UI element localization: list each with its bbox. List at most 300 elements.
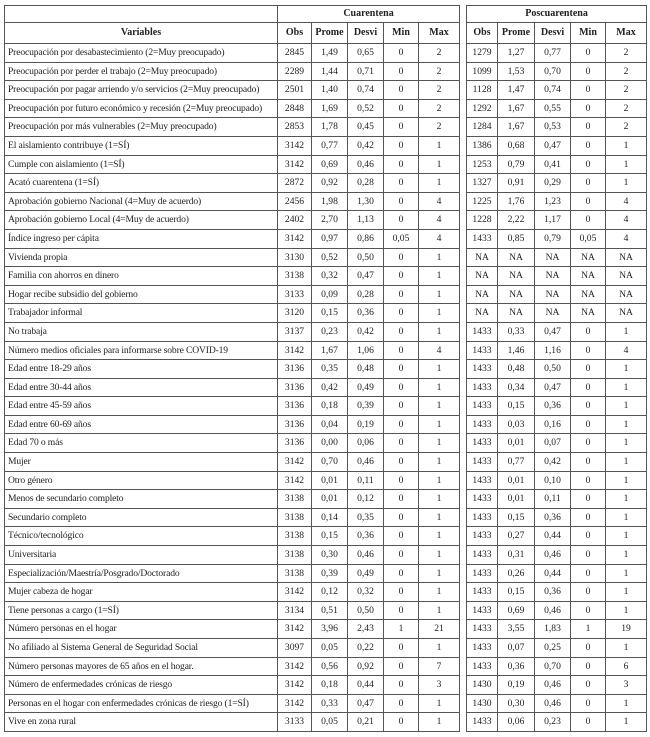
column-header-max: Max <box>419 23 460 44</box>
poscuarentena-max-cell: 1 <box>606 508 647 527</box>
cuarentena-obs-cell: 3120 <box>278 304 312 323</box>
cuarentena-obs-cell: 3142 <box>278 155 312 174</box>
poscuarentena-desvi-cell: 0,10 <box>535 471 571 490</box>
poscuarentena-max-cell: 1 <box>606 136 647 155</box>
cuarentena-obs-cell: 3142 <box>278 694 312 713</box>
variable-cell: Especialización/Maestría/Posgrado/Doctorado <box>5 564 278 583</box>
cuarentena-desvi-cell: 1,06 <box>348 341 384 360</box>
poscuarentena-desvi-cell: 0,07 <box>535 434 571 453</box>
cuarentena-prome-cell: 0,09 <box>312 285 348 304</box>
cuarentena-desvi-cell: 0,74 <box>348 81 384 100</box>
cuarentena-prome-cell: 0,05 <box>312 639 348 658</box>
poscuarentena-prome-cell: 0,68 <box>498 136 535 155</box>
cuarentena-min-cell: 0 <box>384 694 419 713</box>
poscuarentena-obs-cell: 1284 <box>467 118 498 137</box>
poscuarentena-desvi-cell: 0,36 <box>535 508 571 527</box>
cuarentena-min-cell: 0 <box>384 285 419 304</box>
table-row <box>467 471 647 490</box>
variable-cell: Número de enfermedades crónicas de riesgo <box>5 676 278 695</box>
poscuarentena-prome-cell: 0,27 <box>498 527 535 546</box>
table-row <box>5 694 460 713</box>
cuarentena-max-cell: 1 <box>419 453 460 472</box>
table-row <box>5 397 460 416</box>
poscuarentena-obs-cell: 1433 <box>467 453 498 472</box>
poscuarentena-max-cell: 1 <box>606 397 647 416</box>
poscuarentena-min-cell: NA <box>571 248 606 267</box>
poscuarentena-prome-cell: 0,15 <box>498 508 535 527</box>
poscuarentena-min-cell: 0 <box>571 713 606 732</box>
poscuarentena-obs-cell: 1433 <box>467 341 498 360</box>
column-header-obs: Obs <box>278 23 312 44</box>
poscuarentena-max-cell: NA <box>606 248 647 267</box>
cuarentena-table <box>4 5 460 732</box>
variable-cell: Cumple con aislamiento (1=SÍ) <box>5 155 278 174</box>
variable-cell: Trabajador informal <box>5 304 278 323</box>
cuarentena-min-cell: 0 <box>384 508 419 527</box>
poscuarentena-min-cell: 0 <box>571 44 606 63</box>
poscuarentena-min-cell: 0 <box>571 434 606 453</box>
cuarentena-max-cell: 1 <box>419 322 460 341</box>
poscuarentena-max-cell: 4 <box>606 229 647 248</box>
cuarentena-desvi-cell: 0,86 <box>348 229 384 248</box>
cuarentena-desvi-cell: 0,52 <box>348 99 384 118</box>
cuarentena-min-cell: 0 <box>384 378 419 397</box>
poscuarentena-desvi-cell: 0,46 <box>535 694 571 713</box>
table-row <box>467 713 647 732</box>
cuarentena-obs-cell: 3142 <box>278 583 312 602</box>
table-row <box>467 694 647 713</box>
poscuarentena-max-cell: 1 <box>606 527 647 546</box>
table-row <box>467 229 647 248</box>
poscuarentena-min-cell: NA <box>571 285 606 304</box>
poscuarentena-prome-cell: 0,69 <box>498 601 535 620</box>
cuarentena-min-cell: 0 <box>384 304 419 323</box>
poscuarentena-min-cell: 0 <box>571 564 606 583</box>
poscuarentena-prome-cell: 0,15 <box>498 583 535 602</box>
poscuarentena-desvi-cell: 0,36 <box>535 583 571 602</box>
poscuarentena-prome-cell: 0,01 <box>498 434 535 453</box>
cuarentena-obs-cell: 3142 <box>278 676 312 695</box>
poscuarentena-min-cell: 0 <box>571 322 606 341</box>
poscuarentena-prome-cell: NA <box>498 267 535 286</box>
cuarentena-prome-cell: 0,69 <box>312 155 348 174</box>
poscuarentena-max-cell: 2 <box>606 62 647 81</box>
poscuarentena-desvi-cell: 0,23 <box>535 713 571 732</box>
poscuarentena-prome-cell: 0,77 <box>498 453 535 472</box>
poscuarentena-min-cell: 0 <box>571 694 606 713</box>
table-row <box>467 81 647 100</box>
variable-cell: Secundario completo <box>5 508 278 527</box>
variable-cell: Número personas mayores de 65 años en el hogar. <box>5 657 278 676</box>
cuarentena-prome-cell: 0,01 <box>312 471 348 490</box>
table-row <box>5 360 460 379</box>
poscuarentena-min-cell: 0 <box>571 546 606 565</box>
poscuarentena-prome-cell: 1,76 <box>498 192 535 211</box>
cuarentena-min-cell: 0 <box>384 192 419 211</box>
poscuarentena-max-cell: 3 <box>606 676 647 695</box>
cuarentena-obs-cell: 3136 <box>278 415 312 434</box>
cuarentena-desvi-cell: 0,49 <box>348 564 384 583</box>
cuarentena-desvi-cell: 0,71 <box>348 62 384 81</box>
poscuarentena-max-cell: 1 <box>606 601 647 620</box>
table-row <box>467 285 647 304</box>
poscuarentena-obs-cell: 1430 <box>467 694 498 713</box>
table-row <box>467 378 647 397</box>
poscuarentena-obs-cell: 1433 <box>467 527 498 546</box>
cuarentena-max-cell: 1 <box>419 564 460 583</box>
poscuarentena-desvi-cell: 0,50 <box>535 360 571 379</box>
variable-cell: Preocupación por pagar arriendo y/o servicios (2=Muy preocupado) <box>5 81 278 100</box>
table-row <box>5 99 460 118</box>
poscuarentena-max-cell: 1 <box>606 378 647 397</box>
poscuarentena-obs-cell: 1433 <box>467 434 498 453</box>
poscuarentena-min-cell: 0 <box>571 192 606 211</box>
table-row <box>467 304 647 323</box>
cuarentena-obs-cell: 3136 <box>278 397 312 416</box>
poscuarentena-obs-cell: 1433 <box>467 229 498 248</box>
cuarentena-min-cell: 0 <box>384 322 419 341</box>
cuarentena-obs-cell: 3133 <box>278 285 312 304</box>
variable-cell: Aprobación gobierno Local (4=Muy de acuerdo) <box>5 211 278 230</box>
poscuarentena-obs-cell: 1433 <box>467 564 498 583</box>
variable-cell: Número personas en el hogar <box>5 620 278 639</box>
cuarentena-prome-cell: 0,14 <box>312 508 348 527</box>
table-row <box>467 44 647 63</box>
table-row <box>5 471 460 490</box>
column-header-variables: Variables <box>5 23 278 44</box>
poscuarentena-desvi-cell: 0,47 <box>535 322 571 341</box>
variable-cell: Personas en el hogar con enfermedades crónicas de riesgo (1=SÍ) <box>5 694 278 713</box>
cuarentena-prome-cell: 0,92 <box>312 174 348 193</box>
poscuarentena-min-cell: 0 <box>571 397 606 416</box>
poscuarentena-min-cell: 0 <box>571 508 606 527</box>
cuarentena-obs-cell: 3130 <box>278 248 312 267</box>
cuarentena-desvi-cell: 0,50 <box>348 248 384 267</box>
cuarentena-desvi-cell: 0,35 <box>348 508 384 527</box>
cuarentena-prome-cell: 0,18 <box>312 397 348 416</box>
poscuarentena-prome-cell: 1,53 <box>498 62 535 81</box>
cuarentena-obs-cell: 3142 <box>278 453 312 472</box>
group-header-poscuarentena: Poscuarentena <box>467 6 647 23</box>
cuarentena-min-cell: 0 <box>384 211 419 230</box>
table-row <box>467 434 647 453</box>
cuarentena-obs-cell: 2402 <box>278 211 312 230</box>
cuarentena-min-cell: 0 <box>384 267 419 286</box>
poscuarentena-prome-cell: 0,91 <box>498 174 535 193</box>
column-header-min: Min <box>571 23 606 44</box>
cuarentena-obs-cell: 2853 <box>278 118 312 137</box>
cuarentena-max-cell: 4 <box>419 192 460 211</box>
cuarentena-min-cell: 0 <box>384 583 419 602</box>
poscuarentena-desvi-cell: 0,55 <box>535 99 571 118</box>
poscuarentena-desvi-cell: 0,42 <box>535 453 571 472</box>
cuarentena-min-cell: 0 <box>384 546 419 565</box>
table-row <box>5 118 460 137</box>
table-row <box>467 397 647 416</box>
poscuarentena-desvi-cell: NA <box>535 248 571 267</box>
cuarentena-prome-cell: 3,96 <box>312 620 348 639</box>
cuarentena-prome-cell: 1,67 <box>312 341 348 360</box>
poscuarentena-desvi-cell: 0,79 <box>535 229 571 248</box>
poscuarentena-max-cell: 1 <box>606 564 647 583</box>
cuarentena-desvi-cell: 0,65 <box>348 44 384 63</box>
cuarentena-desvi-cell: 1,30 <box>348 192 384 211</box>
cuarentena-min-cell: 0,05 <box>384 229 419 248</box>
poscuarentena-max-cell: 1 <box>606 490 647 509</box>
cuarentena-desvi-cell: 0,46 <box>348 546 384 565</box>
table-row <box>467 490 647 509</box>
table-row <box>467 583 647 602</box>
poscuarentena-table <box>466 5 647 732</box>
poscuarentena-min-cell: 0 <box>571 155 606 174</box>
cuarentena-obs-cell: 3138 <box>278 267 312 286</box>
cuarentena-prome-cell: 0,51 <box>312 601 348 620</box>
cuarentena-prome-cell: 0,23 <box>312 322 348 341</box>
variable-cell: Aprobación gobierno Nacional (4=Muy de acuerdo) <box>5 192 278 211</box>
variable-cell: Edad entre 60-69 años <box>5 415 278 434</box>
poscuarentena-desvi-cell: 0,70 <box>535 62 571 81</box>
blank-header-cell <box>5 6 278 23</box>
cuarentena-min-cell: 0 <box>384 434 419 453</box>
table-row <box>5 601 460 620</box>
cuarentena-obs-cell: 3142 <box>278 136 312 155</box>
cuarentena-max-cell: 3 <box>419 676 460 695</box>
poscuarentena-prome-cell: 3,55 <box>498 620 535 639</box>
poscuarentena-min-cell: 0 <box>571 118 606 137</box>
table-row <box>467 341 647 360</box>
cuarentena-desvi-cell: 0,39 <box>348 397 384 416</box>
poscuarentena-prome-cell: 0,26 <box>498 564 535 583</box>
poscuarentena-desvi-cell: 0,29 <box>535 174 571 193</box>
poscuarentena-desvi-cell: 0,46 <box>535 676 571 695</box>
variable-cell: Otro género <box>5 471 278 490</box>
poscuarentena-desvi-cell: 0,46 <box>535 601 571 620</box>
cuarentena-max-cell: 1 <box>419 378 460 397</box>
cuarentena-desvi-cell: 0,28 <box>348 174 384 193</box>
cuarentena-min-cell: 0 <box>384 62 419 81</box>
table-row <box>5 490 460 509</box>
cuarentena-max-cell: 1 <box>419 639 460 658</box>
cuarentena-prome-cell: 0,01 <box>312 490 348 509</box>
cuarentena-max-cell: 1 <box>419 136 460 155</box>
cuarentena-max-cell: 7 <box>419 657 460 676</box>
poscuarentena-obs-cell: 1099 <box>467 62 498 81</box>
cuarentena-desvi-cell: 0,47 <box>348 694 384 713</box>
cuarentena-obs-cell: 3142 <box>278 471 312 490</box>
table-row <box>467 508 647 527</box>
table-row <box>5 267 460 286</box>
poscuarentena-max-cell: 2 <box>606 44 647 63</box>
cuarentena-prome-cell: 0,15 <box>312 304 348 323</box>
table-row <box>5 434 460 453</box>
cuarentena-max-cell: 1 <box>419 360 460 379</box>
table-row <box>467 620 647 639</box>
poscuarentena-obs-cell: 1433 <box>467 713 498 732</box>
table-row <box>5 44 460 63</box>
poscuarentena-desvi-cell: 0,41 <box>535 155 571 174</box>
table-row <box>5 248 460 267</box>
cuarentena-prome-cell: 0,32 <box>312 267 348 286</box>
table-row <box>467 676 647 695</box>
cuarentena-max-cell: 1 <box>419 527 460 546</box>
table-row <box>5 527 460 546</box>
table-row <box>467 211 647 230</box>
table-row <box>467 118 647 137</box>
poscuarentena-min-cell: 0 <box>571 453 606 472</box>
cuarentena-obs-cell: 3138 <box>278 527 312 546</box>
cuarentena-obs-cell: 2845 <box>278 44 312 63</box>
cuarentena-obs-cell: 2872 <box>278 174 312 193</box>
cuarentena-prome-cell: 1,49 <box>312 44 348 63</box>
cuarentena-desvi-cell: 0,12 <box>348 490 384 509</box>
poscuarentena-obs-cell: 1433 <box>467 490 498 509</box>
table-row <box>5 676 460 695</box>
variable-cell: Índice ingreso per cápita <box>5 229 278 248</box>
cuarentena-prome-cell: 0,56 <box>312 657 348 676</box>
cuarentena-obs-cell: 2289 <box>278 62 312 81</box>
poscuarentena-desvi-cell: 0,44 <box>535 564 571 583</box>
cuarentena-min-cell: 0 <box>384 397 419 416</box>
cuarentena-max-cell: 1 <box>419 471 460 490</box>
poscuarentena-prome-cell: 0,15 <box>498 397 535 416</box>
poscuarentena-obs-cell: 1433 <box>467 378 498 397</box>
table-row <box>467 564 647 583</box>
variable-cell: Vive en zona rural <box>5 713 278 732</box>
variable-cell: Menos de secundario completo <box>5 490 278 509</box>
poscuarentena-max-cell: 4 <box>606 341 647 360</box>
cuarentena-desvi-cell: 0,36 <box>348 527 384 546</box>
poscuarentena-prome-cell: 0,01 <box>498 490 535 509</box>
cuarentena-min-cell: 0 <box>384 713 419 732</box>
cuarentena-prome-cell: 0,77 <box>312 136 348 155</box>
cuarentena-obs-cell: 3142 <box>278 229 312 248</box>
cuarentena-obs-cell: 3097 <box>278 639 312 658</box>
poscuarentena-max-cell: 1 <box>606 155 647 174</box>
cuarentena-max-cell: 1 <box>419 694 460 713</box>
cuarentena-prome-cell: 1,69 <box>312 99 348 118</box>
cuarentena-max-cell: 2 <box>419 81 460 100</box>
group-header-cuarentena: Cuarentena <box>278 6 460 23</box>
cuarentena-min-cell: 0 <box>384 490 419 509</box>
poscuarentena-prome-cell: 0,07 <box>498 639 535 658</box>
poscuarentena-obs-cell: 1433 <box>467 639 498 658</box>
variable-cell: Edad entre 18-29 años <box>5 360 278 379</box>
table-row <box>467 453 647 472</box>
cuarentena-max-cell: 1 <box>419 397 460 416</box>
cuarentena-desvi-cell: 0,28 <box>348 285 384 304</box>
poscuarentena-max-cell: NA <box>606 304 647 323</box>
poscuarentena-max-cell: 2 <box>606 118 647 137</box>
cuarentena-desvi-cell: 0,47 <box>348 267 384 286</box>
cuarentena-desvi-cell: 0,06 <box>348 434 384 453</box>
variable-cell: Edad 70 o más <box>5 434 278 453</box>
poscuarentena-desvi-cell: 0,47 <box>535 136 571 155</box>
cuarentena-desvi-cell: 0,36 <box>348 304 384 323</box>
poscuarentena-prome-cell: 0,03 <box>498 415 535 434</box>
table-row <box>467 657 647 676</box>
cuarentena-min-cell: 0 <box>384 453 419 472</box>
table-row <box>5 304 460 323</box>
poscuarentena-obs-cell: 1433 <box>467 546 498 565</box>
poscuarentena-obs-cell: 1433 <box>467 601 498 620</box>
poscuarentena-max-cell: 1 <box>606 694 647 713</box>
poscuarentena-min-cell: 0 <box>571 81 606 100</box>
variable-cell: Tiene personas a cargo (1=SÍ) <box>5 601 278 620</box>
column-header-max: Max <box>606 23 647 44</box>
table-row <box>5 174 460 193</box>
table-row <box>467 601 647 620</box>
cuarentena-obs-cell: 2848 <box>278 99 312 118</box>
poscuarentena-obs-cell: 1225 <box>467 192 498 211</box>
poscuarentena-prome-cell: 1,67 <box>498 118 535 137</box>
cuarentena-prome-cell: 0,04 <box>312 415 348 434</box>
cuarentena-desvi-cell: 2,43 <box>348 620 384 639</box>
table-row <box>467 62 647 81</box>
table-row <box>467 546 647 565</box>
poscuarentena-obs-cell: 1279 <box>467 44 498 63</box>
cuarentena-min-cell: 0 <box>384 174 419 193</box>
poscuarentena-prome-cell: 0,33 <box>498 322 535 341</box>
poscuarentena-min-cell: 0 <box>571 657 606 676</box>
table-row <box>5 620 460 639</box>
poscuarentena-obs-cell: 1253 <box>467 155 498 174</box>
cuarentena-obs-cell: 3134 <box>278 601 312 620</box>
poscuarentena-desvi-cell: 0,44 <box>535 527 571 546</box>
poscuarentena-min-cell: NA <box>571 304 606 323</box>
cuarentena-min-cell: 0 <box>384 248 419 267</box>
table-row <box>5 81 460 100</box>
variable-cell: Mujer cabeza de hogar <box>5 583 278 602</box>
poscuarentena-prome-cell: NA <box>498 285 535 304</box>
poscuarentena-obs-cell: 1433 <box>467 322 498 341</box>
poscuarentena-min-cell: 0 <box>571 360 606 379</box>
poscuarentena-prome-cell: 0,48 <box>498 360 535 379</box>
variable-cell: Familia con ahorros en dinero <box>5 267 278 286</box>
poscuarentena-desvi-cell: 0,47 <box>535 378 571 397</box>
cuarentena-obs-cell: 3136 <box>278 434 312 453</box>
cuarentena-max-cell: 1 <box>419 546 460 565</box>
cuarentena-prome-cell: 2,70 <box>312 211 348 230</box>
poscuarentena-max-cell: 19 <box>606 620 647 639</box>
table-row <box>467 155 647 174</box>
column-header-desvi: Desvi <box>535 23 571 44</box>
cuarentena-max-cell: 4 <box>419 229 460 248</box>
cuarentena-obs-cell: 2501 <box>278 81 312 100</box>
poscuarentena-max-cell: 4 <box>606 192 647 211</box>
table-row <box>5 453 460 472</box>
cuarentena-desvi-cell: 0,19 <box>348 415 384 434</box>
poscuarentena-min-cell: 0 <box>571 99 606 118</box>
poscuarentena-max-cell: 4 <box>606 211 647 230</box>
cuarentena-desvi-cell: 0,11 <box>348 471 384 490</box>
poscuarentena-max-cell: 1 <box>606 174 647 193</box>
poscuarentena-min-cell: 1 <box>571 620 606 639</box>
cuarentena-prome-cell: 0,30 <box>312 546 348 565</box>
poscuarentena-min-cell: 0 <box>571 62 606 81</box>
cuarentena-obs-cell: 3136 <box>278 360 312 379</box>
cuarentena-min-cell: 1 <box>384 620 419 639</box>
poscuarentena-max-cell: NA <box>606 285 647 304</box>
cuarentena-obs-cell: 3138 <box>278 546 312 565</box>
cuarentena-max-cell: 1 <box>419 713 460 732</box>
poscuarentena-prome-cell: 0,36 <box>498 657 535 676</box>
cuarentena-obs-cell: 3133 <box>278 713 312 732</box>
cuarentena-max-cell: 4 <box>419 341 460 360</box>
cuarentena-obs-cell: 3138 <box>278 508 312 527</box>
variable-cell: Preocupación por futuro económico y recesión (2=Muy preocupado) <box>5 99 278 118</box>
table-row <box>5 192 460 211</box>
poscuarentena-prome-cell: 0,30 <box>498 694 535 713</box>
